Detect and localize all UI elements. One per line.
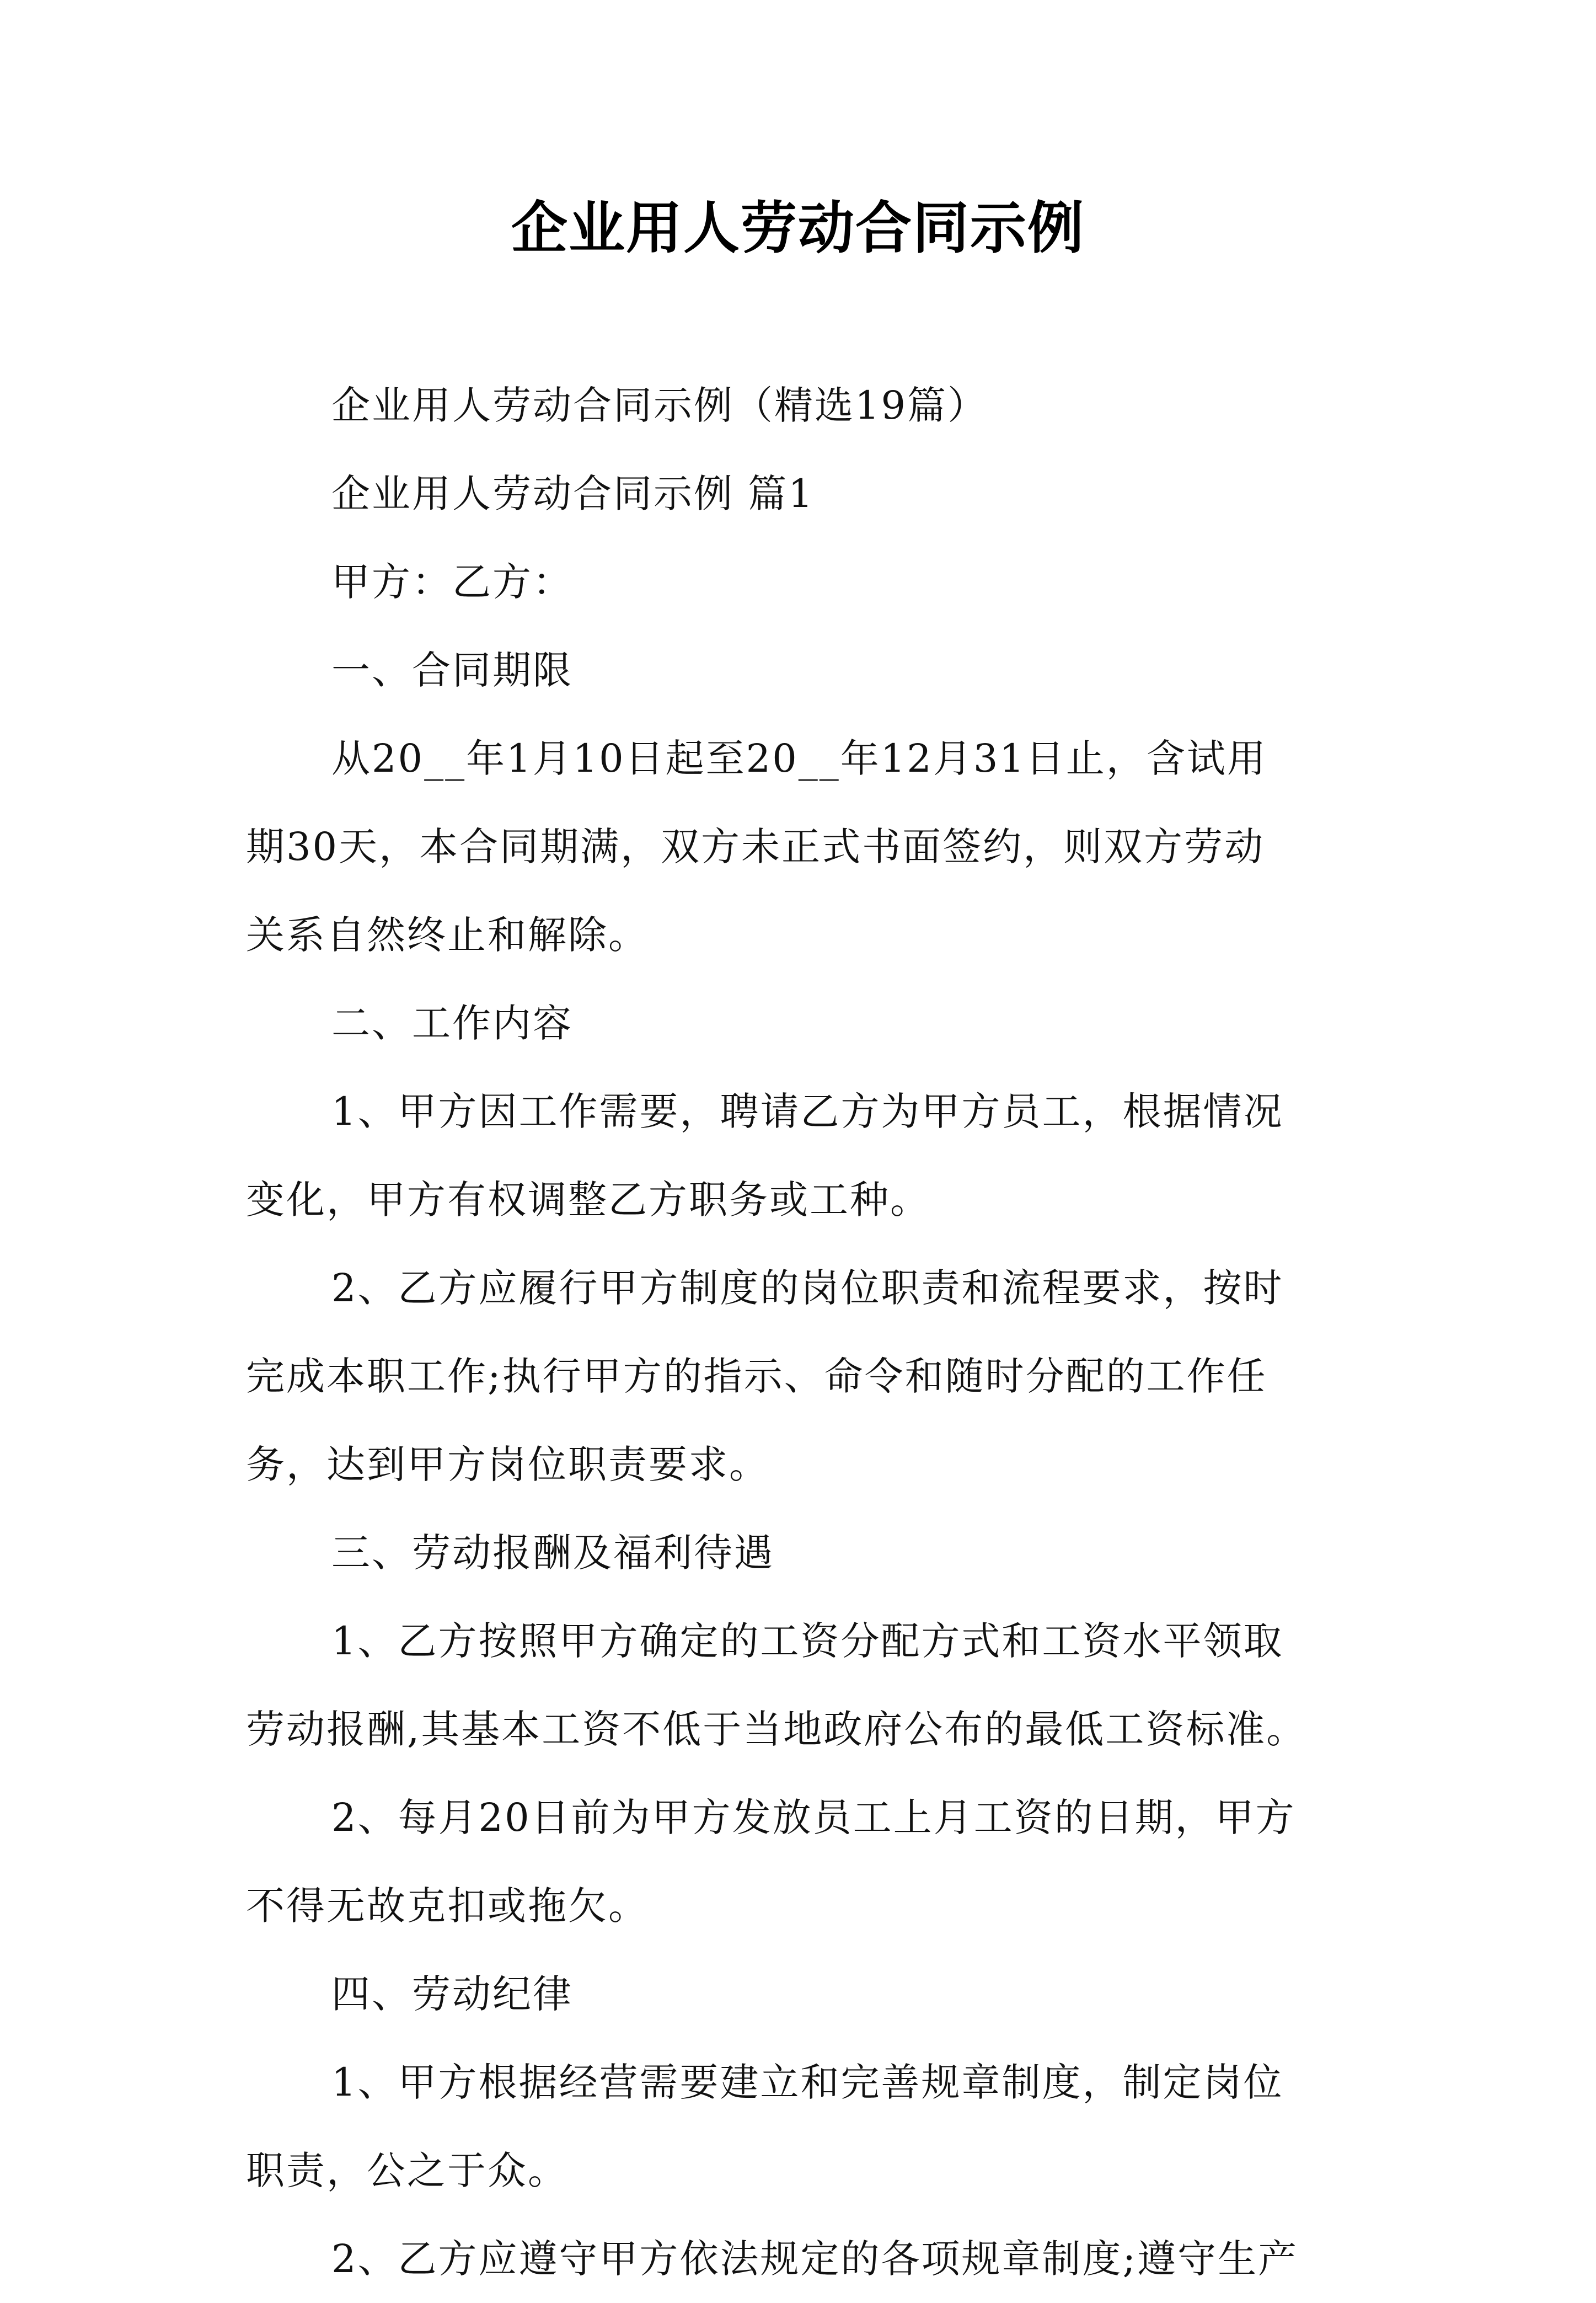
text-line: 从20__年1月10日起至20__年12月31日止，含试用 (331, 736, 1267, 781)
text-line: 一、合同期限 (331, 648, 573, 693)
text-line: 2、每月20日前为甲方发放员工上月工资的日期，甲方 (331, 1795, 1296, 1840)
document-title: 企业用人劳动合同示例 (511, 196, 1085, 261)
text-line: 三、劳动报酬及福利待遇 (331, 1530, 774, 1575)
text-line: 2、乙方应遵守甲方依法规定的各项规章制度;遵守生产 (331, 2236, 1299, 2281)
text-line: 完成本职工作;执行甲方的指示、命令和随时分配的工作任 (246, 1354, 1267, 1399)
text-line: 1、甲方因工作需要，聘请乙方为甲方员工，根据情况 (331, 1089, 1284, 1134)
document-body (246, 361, 1369, 2303)
text-line: 1、甲方根据经营需要建立和完善规章制度，制定岗位 (331, 2060, 1284, 2105)
text-line: 劳动报酬,其基本工资不低于当地政府公布的最低工资标准。 (246, 1707, 1307, 1752)
text-line: 变化，甲方有权调整乙方职务或工种。 (246, 1177, 930, 1222)
text-line: 关系自然终止和解除。 (246, 912, 649, 958)
text-line: 职责，公之于众。 (246, 2148, 568, 2193)
text-line: 甲方：乙方： (331, 559, 573, 605)
text-line: 企业用人劳动合同示例 篇1 (331, 471, 815, 516)
text-line: 四、劳动纪律 (331, 1971, 573, 2017)
text-line: 务，达到甲方岗位职责要求。 (246, 1442, 769, 1487)
text-line: 企业用人劳动合同示例（精选19篇） (331, 383, 988, 428)
text-line: 2、乙方应履行甲方制度的岗位职责和流程要求，按时 (331, 1265, 1284, 1311)
text-line: 不得无故克扣或拖欠。 (246, 1883, 649, 1928)
text-line: 期30天，本合同期满，双方未正式书面签约，则双方劳动 (246, 824, 1265, 869)
text-line: 1、乙方按照甲方确定的工资分配方式和工资水平领取 (331, 1618, 1284, 1664)
text-line: 二、工作内容 (331, 1001, 573, 1046)
